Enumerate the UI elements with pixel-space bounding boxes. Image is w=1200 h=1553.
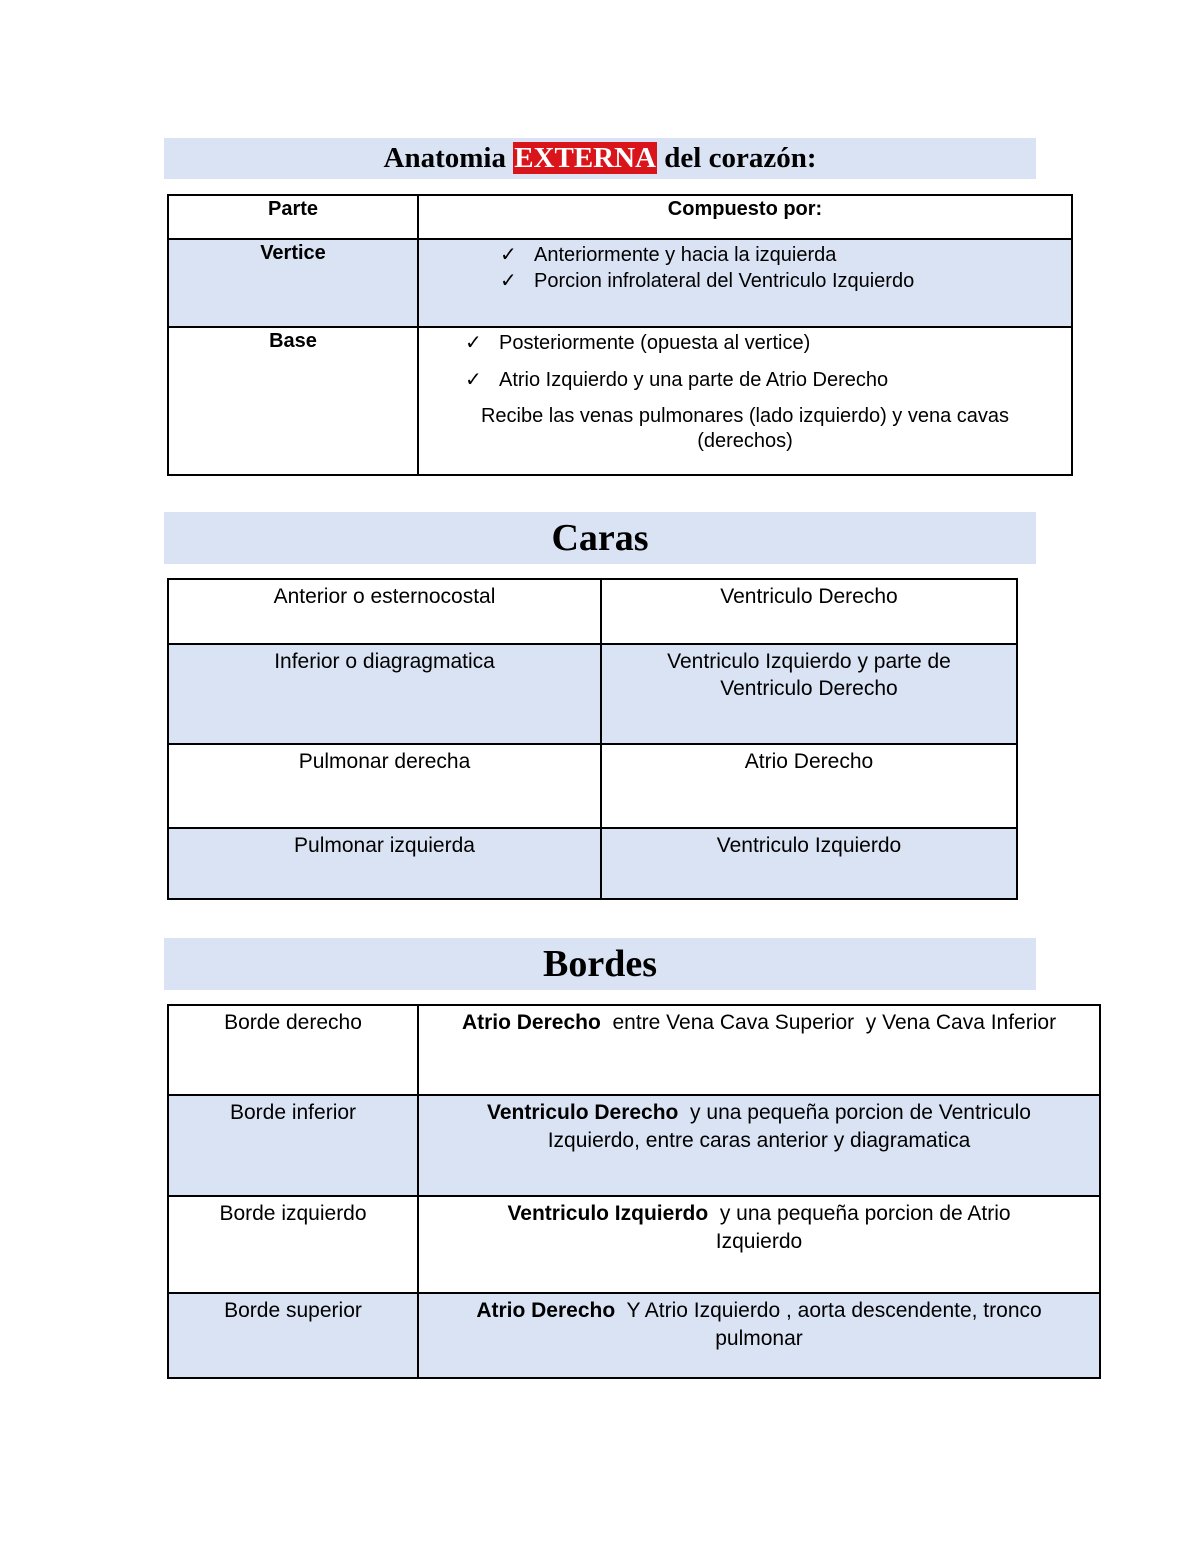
caras-table xyxy=(167,578,1018,900)
vertice-list xyxy=(419,242,1071,294)
table-row-vertice xyxy=(168,239,1072,327)
borde-content xyxy=(418,1293,1100,1378)
list-item: ✓ Anteriormente y hacia la izquierda xyxy=(500,244,837,266)
borde-rest: Y Atrio Izquierdo , aorta descendente, tronco pulmonar xyxy=(615,1299,1048,1350)
title-highlight: EXTERNA xyxy=(514,142,657,174)
table-row xyxy=(168,744,1017,828)
table-row xyxy=(168,1293,1100,1378)
title-before: Anatomia xyxy=(383,142,514,174)
borde-content xyxy=(418,1005,1100,1095)
borde-name: Borde inferior xyxy=(168,1095,418,1196)
borde-rest: entre Vena Cava Superior y Vena Cava Inferior xyxy=(600,1011,1057,1034)
table-row xyxy=(168,828,1017,899)
table-row xyxy=(168,1196,1100,1293)
table-row xyxy=(168,579,1017,644)
list-item: ✓ Posteriormente (opuesta al vertice) xyxy=(465,332,811,354)
base-list xyxy=(419,330,1071,393)
title-after: del corazón: xyxy=(657,142,817,174)
cara-name: Inferior o diagragmatica xyxy=(168,644,601,744)
cara-content: Ventriculo Izquierdo y parte de Ventriculo Derecho xyxy=(601,644,1017,744)
vertice-content xyxy=(418,239,1072,327)
cara-content: Ventriculo Izquierdo xyxy=(601,828,1017,899)
caras-heading: Caras xyxy=(164,512,1036,564)
table-header-row xyxy=(168,195,1072,239)
check-icon: ✓ xyxy=(500,270,517,292)
table-row xyxy=(168,1095,1100,1196)
borde-bold: Atrio Derecho xyxy=(476,1299,616,1322)
table-row xyxy=(168,1005,1100,1095)
list-item: ✓ Porcion infrolateral del Ventriculo Izquierdo xyxy=(500,270,915,292)
header-parte: Parte xyxy=(168,195,418,239)
header-compuesto: Compuesto por: xyxy=(418,195,1072,239)
cara-name: Pulmonar derecha xyxy=(168,744,601,828)
list-item: ✓ Atrio Izquierdo y una parte de Atrio Derecho xyxy=(465,369,889,391)
bordes-heading: Bordes xyxy=(164,938,1036,990)
borde-content xyxy=(418,1095,1100,1196)
base-note: Recibe las venas pulmonares (lado izquierdo) y vena cavas (derechos) xyxy=(480,405,1010,452)
borde-rest: y una pequeña porcion de Ventriculo Izquierdo, entre caras anterior y diagramatica xyxy=(547,1101,1037,1152)
page-title xyxy=(164,138,1036,179)
base-content xyxy=(418,327,1072,475)
bordes-table xyxy=(167,1004,1101,1379)
check-icon: ✓ xyxy=(465,369,482,391)
borde-content xyxy=(418,1196,1100,1293)
check-icon: ✓ xyxy=(465,332,482,354)
table-row xyxy=(168,644,1017,744)
anatomia-table xyxy=(167,194,1073,476)
cara-name: Pulmonar izquierda xyxy=(168,828,601,899)
borde-bold: Ventriculo Izquierdo xyxy=(507,1202,709,1225)
borde-name: Borde superior xyxy=(168,1293,418,1378)
borde-rest: y una pequeña porcion de Atrio Izquierdo xyxy=(708,1202,1017,1253)
table-row-base xyxy=(168,327,1072,475)
borde-bold: Atrio Derecho xyxy=(461,1011,601,1034)
cara-name: Anterior o esternocostal xyxy=(168,579,601,644)
borde-bold: Ventriculo Derecho xyxy=(487,1101,679,1124)
vertice-label: Vertice xyxy=(168,239,418,327)
base-label: Base xyxy=(168,327,418,475)
cara-content: Atrio Derecho xyxy=(601,744,1017,828)
cara-content: Ventriculo Derecho xyxy=(601,579,1017,644)
borde-name: Borde izquierdo xyxy=(168,1196,418,1293)
borde-name: Borde derecho xyxy=(168,1005,418,1095)
check-icon: ✓ xyxy=(500,244,517,266)
